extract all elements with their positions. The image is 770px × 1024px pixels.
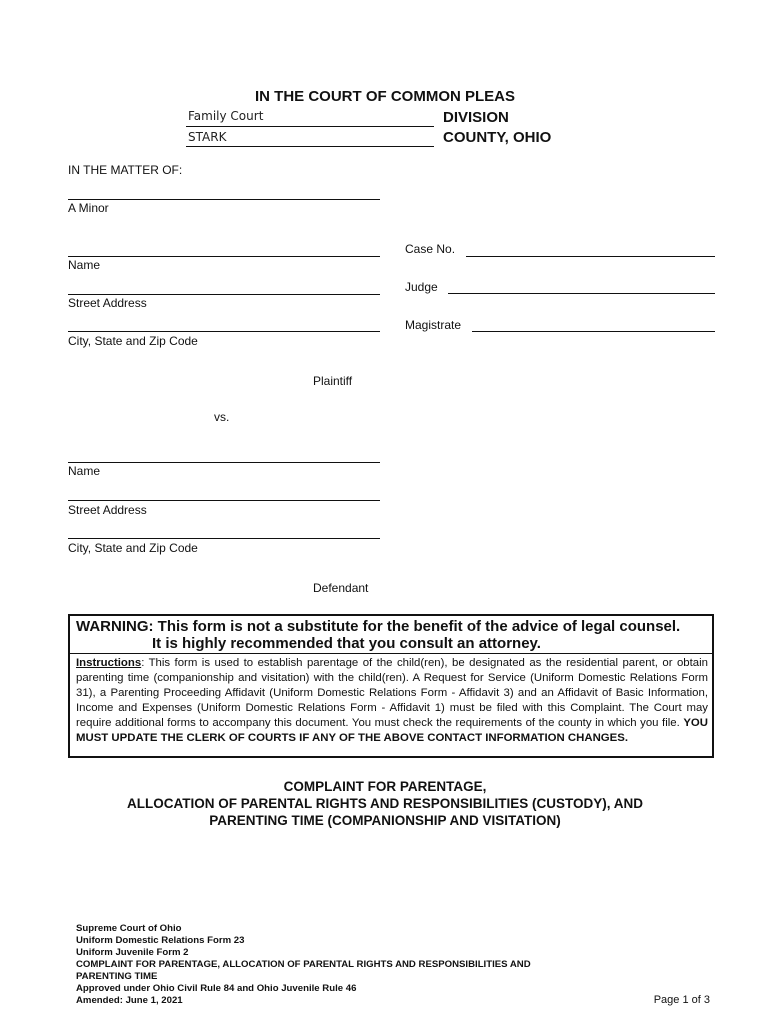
plaintiff-city-line[interactable] [68, 331, 380, 332]
defendant-role: Defendant [313, 581, 369, 595]
warning-line-1: WARNING: This form is not a substitute for the benefit of the advice of legal counsel. [76, 618, 681, 635]
footer-line-6: Approved under Ohio Civil Rule 84 and Ohio Juvenile Rule 46 [76, 983, 357, 994]
complaint-title-line-3: PARENTING TIME (COMPANIONSHIP AND VISITATION) [209, 813, 561, 828]
complaint-title-line-2: ALLOCATION OF PARENTAL RIGHTS AND RESPONSIBILITIES (CUSTODY), AND [126, 796, 643, 811]
footer-line-2: Uniform Domestic Relations Form 23 [76, 935, 245, 946]
county-field[interactable]: STARK [188, 130, 227, 144]
plaintiff-street-label: Street Address [68, 296, 147, 310]
division-label: DIVISION [443, 109, 509, 126]
warning-box [68, 614, 714, 758]
plaintiff-role: Plaintiff [313, 374, 353, 388]
case-no-line[interactable] [466, 256, 715, 257]
division-field[interactable]: Family Court [188, 109, 264, 123]
matter-intro: IN THE MATTER OF: [68, 163, 183, 177]
footer-line-3: Uniform Juvenile Form 2 [76, 947, 189, 958]
judge-label: Judge [405, 280, 438, 294]
instructions-bold-notice: YOU MUST UPDATE THE CLERK OF COURTS IF ANY OF THE ABOVE CONTACT INFORMATION CHANGES. [76, 717, 708, 744]
plaintiff-city-label: City, State and Zip Code [68, 334, 198, 348]
warning-line-2: It is highly recommended that you consult an attorney. [152, 635, 541, 652]
division-line [186, 126, 434, 127]
page-number: Page 1 of 3 [653, 994, 710, 1006]
defendant-city-line[interactable] [68, 538, 380, 539]
instructions-body: : This form is used to establish parentage of the child(ren), be designated as the residential parent, or obtain parenting time (companionship and visitation) with the child(ren). A Request for Service (Uniform Domestic Relations Form 31), a Parenting Proceeding Affidavit (Uniform Domestic Relations Form - Affidavit 3) and an Affidavit of Basic Information, Income and Expenses (Uniform Domestic Relations Form - Affidavit 1) must be filed with this Complaint. The Court may require additional forms to accompany this document. You must check the requirements of the county in which you file. [76, 657, 708, 729]
defendant-name-line[interactable] [68, 462, 380, 463]
magistrate-label: Magistrate [405, 318, 462, 332]
plaintiff-name-line[interactable] [68, 256, 380, 257]
defendant-city-label: City, State and Zip Code [68, 541, 198, 555]
defendant-name-label: Name [68, 464, 101, 478]
warning-header [70, 616, 712, 654]
minor-label: A Minor [68, 201, 109, 215]
minor-name-line[interactable] [68, 199, 380, 200]
versus-label: vs. [214, 410, 230, 424]
footer-line-1: Supreme Court of Ohio [76, 923, 182, 934]
court-title: IN THE COURT OF COMMON PLEAS [255, 88, 515, 105]
county-line [186, 146, 434, 147]
instructions-text [76, 656, 708, 746]
magistrate-line[interactable] [472, 331, 715, 332]
complaint-title-line-1: COMPLAINT FOR PARENTAGE, [283, 779, 487, 794]
judge-line[interactable] [448, 293, 715, 294]
case-no-label: Case No. [405, 242, 456, 256]
instructions-label: Instructions [76, 657, 142, 669]
footer-line-4: COMPLAINT FOR PARENTAGE, ALLOCATION OF PARENTAL RIGHTS AND RESPONSIBILITIES AND [76, 959, 531, 970]
form-footer [76, 923, 531, 1007]
defendant-street-line[interactable] [68, 500, 380, 501]
county-label: COUNTY, OHIO [443, 129, 552, 146]
footer-line-7: Amended: June 1, 2021 [76, 995, 183, 1006]
defendant-street-label: Street Address [68, 503, 147, 517]
plaintiff-street-line[interactable] [68, 294, 380, 295]
footer-line-5: PARENTING TIME [76, 971, 158, 982]
plaintiff-name-label: Name [68, 258, 101, 272]
complaint-title [0, 778, 770, 829]
